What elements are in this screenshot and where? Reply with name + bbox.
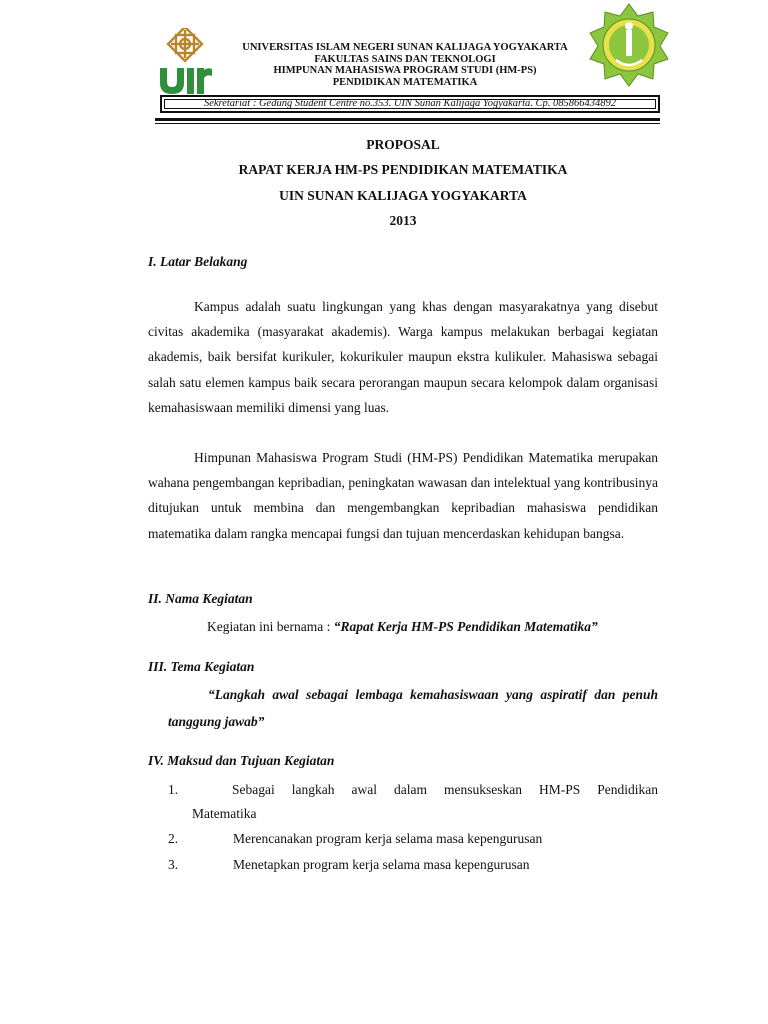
header-rule-thick (155, 118, 660, 121)
header-rule-thin (155, 123, 660, 124)
heading-maksud-tujuan: IV. Maksud dan Tujuan Kegiatan (148, 753, 335, 768)
heading-tema-kegiatan: III. Tema Kegiatan (148, 659, 255, 674)
event-name: “Rapat Kerja HM-PS Pendidikan Matematika” (333, 619, 598, 634)
title-event: RAPAT KERJA HM-PS PENDIDIKAN MATEMATIKA (238, 162, 568, 177)
faculty-line: FAKULTAS SAINS DAN TEKNOLOGI (314, 53, 496, 65)
uin-logo-icon (154, 28, 216, 98)
title-university: UIN SUNAN KALIJAGA YOGYAKARTA (279, 188, 527, 203)
list-item-3: Menetapkan program kerja selama masa kepengurusan (233, 857, 530, 872)
paragraph-kampus: Kampus adalah suatu lingkungan yang khas dengan masyarakatnya yang disebut civitas akademika (masyarakat akademis). Warga kampus melakukan berbagai kegiatan akademis, baik bersifat kurikuler, kokurikuler maupun ekstra kulikuler. Mahasiswa sebagai salah satu elemen kampus baik secara perorangan maupun secara kelompok dalam organisasi kemahasiswaan memiliki dimensi yang luas. (148, 299, 658, 415)
list-number: 2. (168, 831, 179, 846)
heading-nama-kegiatan: II. Nama Kegiatan (148, 591, 253, 606)
secretariat-text: Sekretariat : Gedung Student Centre no.353. UIN Sunan Kalijaga Yogyakarta. Cp. 085866434892 (203, 98, 617, 109)
association-line: HIMPUNAN MAHASISWA PROGRAM STUDI (HM-PS) (273, 65, 537, 76)
heading-latar-belakang: I. Latar Belakang (148, 254, 248, 269)
institution-line: UNIVERSITAS ISLAM NEGERI SUNAN KALIJAGA YOGYAKARTA (242, 42, 568, 53)
list-item-2: Merencanakan program kerja selama masa kepengurusan (233, 831, 543, 846)
list-number: 3. (168, 857, 179, 872)
title-proposal: PROPOSAL (366, 137, 440, 152)
list-number: 1. (168, 782, 179, 797)
list-item-1: Sebagai langkah awal dalam mensukseskan HM-PS Pendidikan Matematika (192, 782, 658, 821)
secretariat-box (160, 95, 660, 113)
theme-text: “Langkah awal sebagai lembaga kemahasiswaan yang aspiratif dan penuh tanggung jawab” (168, 687, 658, 729)
title-year: 2013 (389, 213, 417, 228)
event-name-line (207, 619, 598, 635)
letterhead-text (210, 42, 600, 88)
department-line: PENDIDIKAN MATEMATIKA (332, 76, 478, 88)
event-name-lead: Kegiatan ini bernama : (207, 619, 334, 634)
paragraph-himpunan: Himpunan Mahasiswa Program Studi (HM-PS) Pendidikan Matematika merupakan wahana pengembangan kepribadian, peningkatan wawasan dan intelektual yang kontribusinya ditujukan untuk membina dan mengembangkan kepribadian mahasiswa pendidikan matematika dalam rangka mencapai fungsi dan tujuan mencerdaskan kehidupan bangsa. (148, 450, 658, 541)
